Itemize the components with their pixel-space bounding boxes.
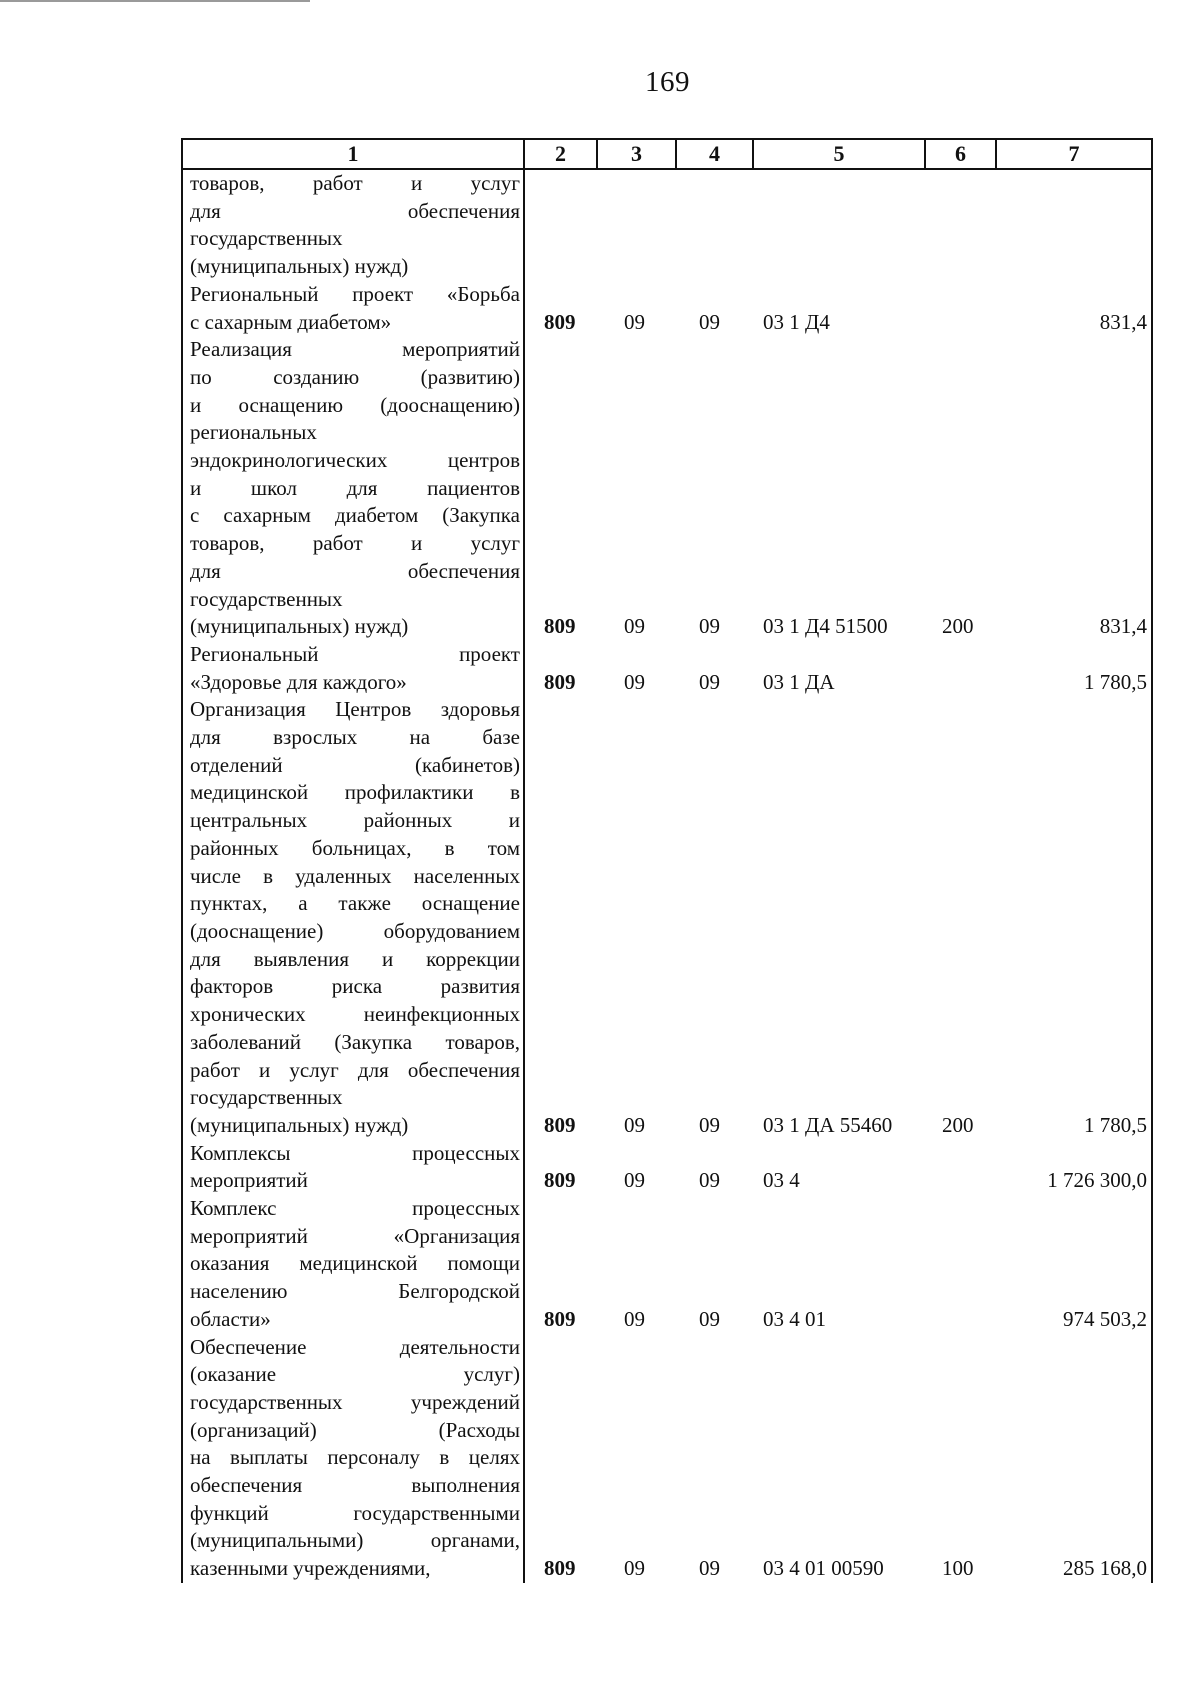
row-name-line: для обеспечения bbox=[190, 198, 520, 223]
row-expense-type-cell bbox=[925, 1195, 996, 1334]
row-name-line: медицинской профилактики в bbox=[190, 780, 520, 805]
header-col-2: 2 bbox=[524, 139, 597, 169]
table-header-row bbox=[182, 139, 1152, 169]
row-name-line: для выявления и коррекции bbox=[190, 946, 520, 971]
table-row bbox=[182, 281, 1152, 336]
row-grbs-cell: 809 bbox=[544, 1306, 576, 1331]
page-number: 169 bbox=[645, 66, 690, 98]
row-name-line: оказания медицинской помощи bbox=[190, 1251, 520, 1276]
header-col-7: 7 bbox=[996, 139, 1152, 169]
row-name-line: Реализация мероприятий bbox=[190, 337, 520, 362]
row-name-line: пунктах, а также оснащение bbox=[190, 891, 520, 916]
header-col-4: 4 bbox=[676, 139, 753, 169]
row-grbs-cell: 809 bbox=[544, 1168, 576, 1193]
table-row bbox=[182, 336, 1152, 641]
row-expense-type-cell bbox=[925, 281, 996, 336]
row-expense-type-cell bbox=[925, 641, 996, 696]
row-grbs-cell: 809 bbox=[544, 669, 576, 694]
row-name-line: (муниципальными) органами, bbox=[190, 1528, 520, 1553]
header-col-6: 6 bbox=[925, 139, 996, 169]
row-name-line: для обеспечения bbox=[190, 558, 520, 583]
row-name-line: и оснащению (дооснащению) bbox=[190, 392, 520, 417]
row-name-line: мероприятий bbox=[190, 1168, 308, 1193]
row-name-cell bbox=[182, 641, 524, 696]
row-subsection-cell: 09 bbox=[699, 669, 720, 694]
row-name-line: (организаций) (Расходы bbox=[190, 1417, 520, 1442]
row-name-cell bbox=[182, 1334, 524, 1583]
row-name-line: районных больницах, в том bbox=[190, 835, 520, 860]
row-target-article-cell: 03 1 Д4 bbox=[763, 309, 830, 334]
row-name-line: «Здоровье для каждого» bbox=[190, 669, 407, 694]
row-subsection-cell: 09 bbox=[699, 1306, 720, 1331]
row-name-line: Региональный проект «Борьба bbox=[190, 281, 520, 306]
row-expense-type-cell bbox=[925, 1140, 996, 1195]
row-sum-cell bbox=[996, 169, 1152, 281]
row-name-cell bbox=[182, 1195, 524, 1334]
row-subsection-cell bbox=[676, 169, 753, 281]
row-subsection-cell: 09 bbox=[699, 309, 720, 334]
row-name-line: хронических неинфекционных bbox=[190, 1002, 520, 1027]
row-name-line: Региональный проект bbox=[190, 641, 520, 666]
header-col-5: 5 bbox=[753, 139, 925, 169]
row-name-line: заболеваний (Закупка товаров, bbox=[190, 1029, 520, 1054]
row-name-line: (муниципальных) нужд) bbox=[190, 1112, 409, 1137]
table-row bbox=[182, 169, 1152, 281]
table-row bbox=[182, 696, 1152, 1139]
row-name-line: (оказание услуг) bbox=[190, 1362, 520, 1387]
row-name-cell bbox=[182, 169, 524, 281]
row-section-cell: 09 bbox=[624, 1168, 645, 1193]
row-grbs-cell: 809 bbox=[544, 309, 576, 334]
row-sum-cell: 974 503,2 bbox=[996, 1195, 1152, 1334]
row-name-line: эндокринологических центров bbox=[190, 448, 520, 473]
row-grbs-cell: 809 bbox=[544, 1556, 576, 1581]
table-body bbox=[182, 169, 1152, 1583]
row-name-line: отделений (кабинетов) bbox=[190, 752, 520, 777]
row-name-line: государственных учреждений bbox=[190, 1389, 520, 1414]
row-name-line: Обеспечение деятельности bbox=[190, 1334, 520, 1359]
row-name-line: с сахарным диабетом (Закупка bbox=[190, 503, 520, 528]
row-sum-cell: 831,4 bbox=[996, 281, 1152, 336]
row-sum-cell: 1 780,5 bbox=[996, 696, 1152, 1139]
row-name-line: товаров, работ и услуг bbox=[190, 171, 520, 195]
row-name-line: государственных bbox=[190, 226, 343, 251]
row-name-line: и школ для пациентов bbox=[190, 475, 520, 500]
row-subsection-cell: 09 bbox=[699, 1556, 720, 1581]
header-col-1: 1 bbox=[182, 139, 524, 169]
row-name-line: Комплексы процессных bbox=[190, 1140, 520, 1165]
row-expense-type-cell: 100 bbox=[942, 1556, 974, 1581]
row-sum-cell: 285 168,0 bbox=[996, 1334, 1152, 1583]
row-name-line: работ и услуг для обеспечения bbox=[190, 1057, 520, 1082]
table-row bbox=[182, 1140, 1152, 1195]
row-section-cell: 09 bbox=[624, 1112, 645, 1137]
row-section-cell bbox=[597, 169, 676, 281]
row-subsection-cell: 09 bbox=[699, 1112, 720, 1137]
row-name-line: (дооснащение) оборудованием bbox=[190, 918, 520, 943]
row-expense-type-cell bbox=[925, 169, 996, 281]
row-expense-type-cell: 200 bbox=[942, 1112, 974, 1137]
row-section-cell: 09 bbox=[624, 1306, 645, 1331]
row-grbs-cell: 809 bbox=[544, 614, 576, 639]
row-name-line: для взрослых на базе bbox=[190, 725, 520, 750]
header-col-3: 3 bbox=[597, 139, 676, 169]
row-name-line: факторов риска развития bbox=[190, 974, 520, 999]
row-name-line: населению Белгородской bbox=[190, 1279, 520, 1304]
row-name-line: Организация Центров здоровья bbox=[190, 697, 520, 722]
row-name-line: центральных районных и bbox=[190, 808, 520, 833]
row-sum-cell: 831,4 bbox=[996, 336, 1152, 641]
row-name-line: обеспечения выполнения bbox=[190, 1473, 520, 1498]
row-name-line: на выплаты персоналу в целях bbox=[190, 1445, 520, 1470]
row-name-line: с сахарным диабетом» bbox=[190, 309, 392, 334]
row-name-line: казенными учреждениями, bbox=[190, 1556, 431, 1581]
row-name-line: государственных bbox=[190, 1085, 343, 1110]
row-grbs-cell bbox=[524, 169, 597, 281]
table-row bbox=[182, 1334, 1152, 1583]
table-row bbox=[182, 1195, 1152, 1334]
row-target-article-cell bbox=[753, 169, 925, 281]
row-target-article-cell: 03 1 Д4 51500 bbox=[763, 614, 888, 639]
row-name-line: по созданию (развитию) bbox=[190, 364, 520, 389]
row-section-cell: 09 bbox=[624, 614, 645, 639]
row-target-article-cell: 03 1 ДА bbox=[763, 669, 835, 694]
row-expense-type-cell: 200 bbox=[942, 614, 974, 639]
row-name-cell bbox=[182, 1140, 524, 1195]
row-section-cell: 09 bbox=[624, 1556, 645, 1581]
row-name-line: функций государственными bbox=[190, 1500, 520, 1525]
row-subsection-cell: 09 bbox=[699, 1168, 720, 1193]
row-name-line: государственных bbox=[190, 586, 343, 611]
row-section-cell: 09 bbox=[624, 309, 645, 334]
scan-edge-line bbox=[0, 0, 310, 2]
row-grbs-cell: 809 bbox=[544, 1112, 576, 1137]
row-section-cell: 09 bbox=[624, 669, 645, 694]
row-target-article-cell: 03 4 bbox=[763, 1168, 800, 1193]
row-sum-cell: 1 726 300,0 bbox=[996, 1140, 1152, 1195]
row-target-article-cell: 03 4 01 bbox=[763, 1306, 826, 1331]
row-name-line: Комплекс процессных bbox=[190, 1196, 520, 1221]
row-target-article-cell: 03 4 01 00590 bbox=[763, 1556, 884, 1581]
row-name-line: региональных bbox=[190, 420, 317, 445]
row-target-article-cell: 03 1 ДА 55460 bbox=[763, 1112, 893, 1137]
row-name-line: числе в удаленных населенных bbox=[190, 863, 520, 888]
row-name-line: товаров, работ и услуг bbox=[190, 531, 520, 556]
row-name-cell bbox=[182, 281, 524, 336]
row-name-cell bbox=[182, 696, 524, 1139]
row-sum-cell: 1 780,5 bbox=[996, 641, 1152, 696]
table-row bbox=[182, 641, 1152, 696]
row-name-line: области» bbox=[190, 1306, 271, 1331]
row-name-line: (муниципальных) нужд) bbox=[190, 614, 409, 639]
row-name-line: (муниципальных) нужд) bbox=[190, 254, 409, 279]
row-name-cell bbox=[182, 336, 524, 641]
row-name-line: мероприятий «Организация bbox=[190, 1223, 520, 1248]
row-subsection-cell: 09 bbox=[699, 614, 720, 639]
budget-table bbox=[181, 138, 1153, 1583]
